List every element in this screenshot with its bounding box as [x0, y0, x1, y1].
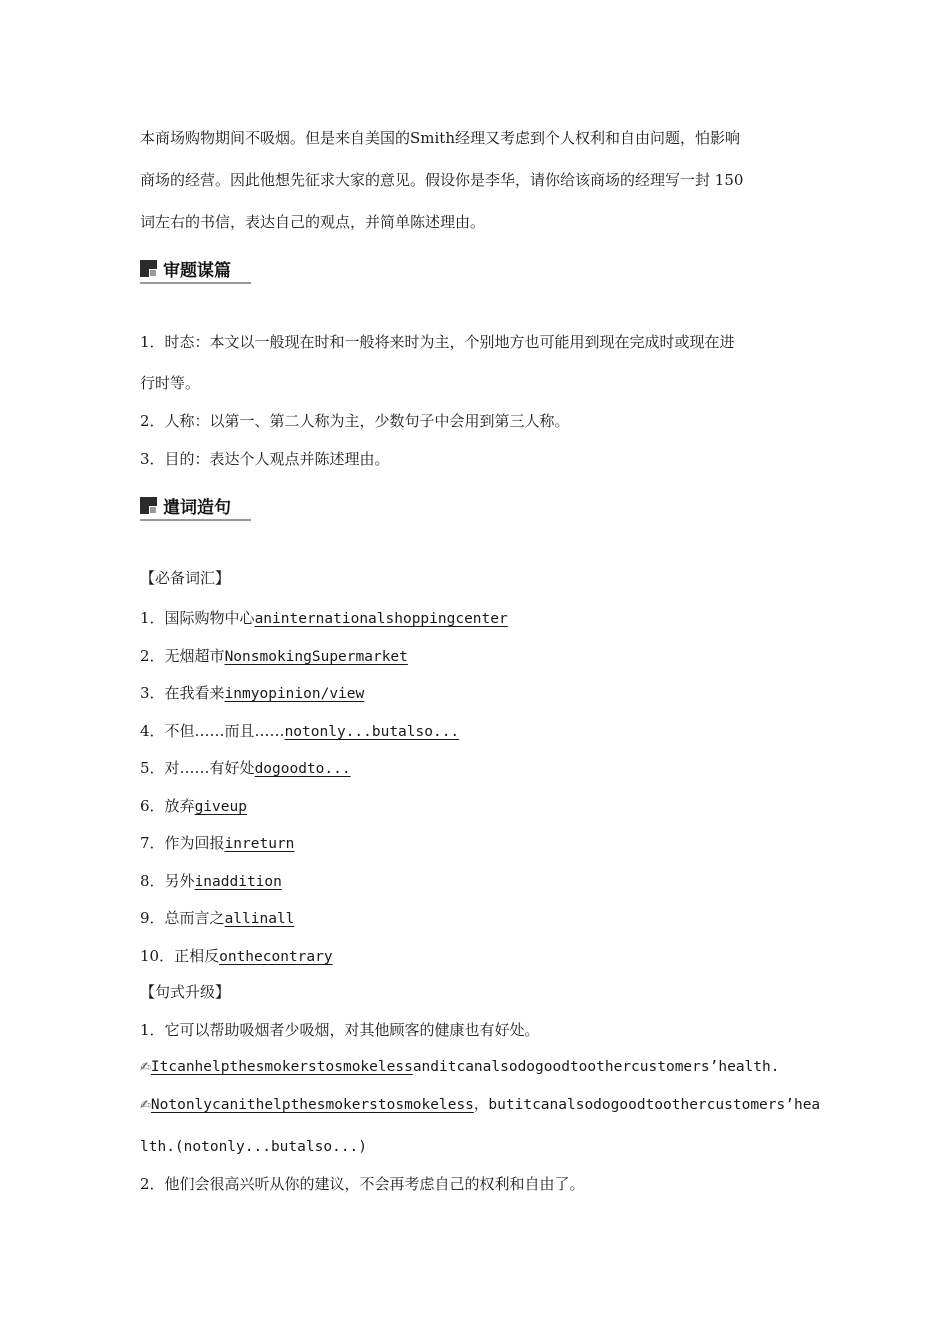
vocab-chinese: 在我看来	[164, 684, 225, 702]
vocab-english: inreturn	[224, 836, 295, 852]
vocab-number: 4．	[140, 722, 165, 740]
review-item-1: 1．时态：本文以一般现在时和一般将来时为主，个别地方也可能用到现在完成时或现在进	[140, 333, 735, 351]
vocab-number: 8．	[140, 872, 165, 890]
section-heading-words	[140, 492, 231, 518]
sentence-underlined: Itcanhelpthesmokerstosmokeless	[150, 1059, 413, 1075]
section-square-icon	[140, 260, 157, 277]
sentence-1-version-b-cont: lth.(notonly...butalso...)	[140, 1139, 367, 1155]
vocab-number: 2．	[140, 647, 165, 665]
vocab-english: onthecontrary	[219, 949, 333, 965]
vocab-item	[140, 757, 351, 780]
vocab-number: 6．	[140, 797, 165, 815]
vocab-chinese: 放弃	[164, 797, 195, 815]
vocab-chinese: 另外	[164, 872, 195, 890]
section-heading-review	[140, 255, 231, 281]
sentence-rest: ，butitcanalsodogoodtoothercustomers’hea	[473, 1097, 821, 1113]
review-item-3: 3．目的：表达个人观点并陈述理由。	[140, 450, 390, 468]
vocab-number: 5．	[140, 759, 165, 777]
review-item-2: 2．人称：以第一、第二人称为主，少数句子中会用到第三人称。	[140, 412, 570, 430]
review-item-1-cont: 行时等。	[140, 374, 201, 392]
vocab-item	[140, 945, 333, 968]
vocab-number: 10．	[140, 947, 175, 965]
vocab-item	[140, 720, 459, 743]
vocab-english: giveup	[194, 799, 247, 815]
vocab-number: 1．	[140, 609, 165, 627]
section-title: 遣词造句	[163, 497, 231, 518]
vocab-english: allinall	[224, 911, 295, 927]
vocab-chinese: 作为回报	[164, 834, 225, 852]
intro-line-3: 词左右的书信，表达自己的观点，并简单陈述理由。	[140, 213, 486, 231]
vocab-chinese: 无烟超市	[164, 647, 225, 665]
vocab-item	[140, 907, 294, 930]
vocab-number: 7．	[140, 834, 165, 852]
vocab-chinese: 不但……而且……	[164, 722, 285, 740]
vocab-chinese: 正相反	[174, 947, 220, 965]
sentence-1-version-a	[140, 1055, 779, 1079]
vocab-chinese: 总而言之	[164, 909, 225, 927]
vocab-item	[140, 795, 247, 818]
sentence-1-chinese: 1．它可以帮助吸烟者少吸烟，对其他顾客的健康也有好处。	[140, 1021, 540, 1039]
section-square-icon	[140, 497, 157, 514]
vocab-english: NonsmokingSupermarket	[224, 649, 408, 665]
vocab-item	[140, 645, 408, 668]
vocab-item	[140, 607, 508, 630]
vocab-chinese: 国际购物中心	[164, 609, 255, 627]
vocab-number: 3．	[140, 684, 165, 702]
vocab-item	[140, 682, 364, 705]
vocab-item	[140, 870, 282, 893]
sentence-2-chinese: 2．他们会很高兴听从你的建议，不会再考虑自己的权利和自由了。	[140, 1175, 585, 1193]
heading-underline	[140, 519, 251, 521]
intro-line-1: 本商场购物期间不吸烟。但是来自美国的Smith经理又考虑到个人权利和自由问题，怕影响	[140, 129, 740, 147]
vocab-english: inaddition	[194, 874, 282, 890]
vocab-item	[140, 832, 294, 855]
vocab-english: notonly...butalso...	[284, 724, 460, 740]
heading-underline	[140, 282, 251, 284]
pen-icon: ✍	[140, 1060, 151, 1075]
sentence-underlined: Notonlycanithelpthesmokerstosmokeless	[150, 1097, 474, 1113]
pen-icon: ✍	[140, 1098, 151, 1113]
section-title: 审题谋篇	[163, 260, 231, 281]
vocab-header: 【必备词汇】	[140, 569, 231, 587]
vocab-number: 9．	[140, 909, 165, 927]
sentence-1-version-b	[140, 1093, 820, 1117]
sentence-rest: anditcanalsodogoodtoothercustomers’health.	[412, 1059, 780, 1075]
vocab-english: dogoodto...	[254, 761, 351, 777]
sentence-header: 【句式升级】	[140, 983, 231, 1001]
vocab-chinese: 对……有好处	[164, 759, 255, 777]
intro-line-2: 商场的经营。因此他想先征求大家的意见。假设你是李华，请你给该商场的经理写一封 150	[140, 171, 744, 189]
vocab-english: aninternationalshoppingcenter	[254, 611, 508, 627]
vocab-english: inmyopinion/view	[224, 686, 365, 702]
